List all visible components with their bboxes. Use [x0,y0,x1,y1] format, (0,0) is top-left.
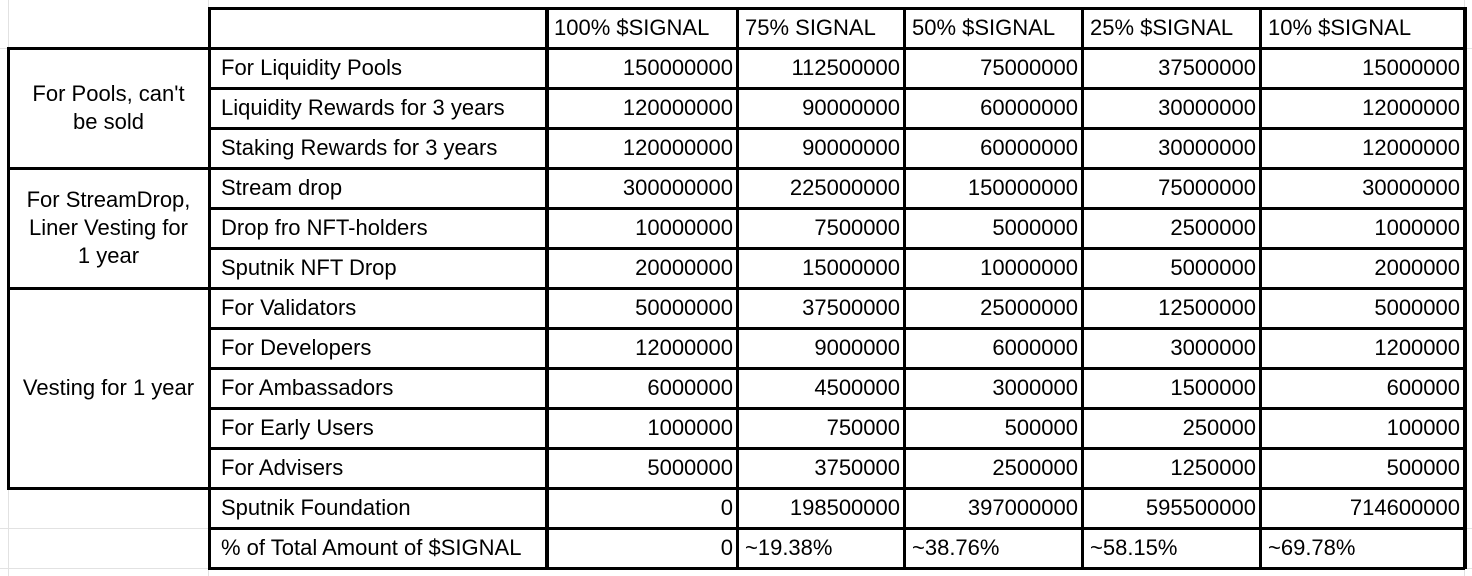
column-header[interactable]: 25% $SIGNAL [1090,15,1234,40]
row-label[interactable]: Sputnik Foundation [221,495,411,520]
value-cell[interactable]: 2000000 [1374,255,1460,280]
table-border [208,287,1465,290]
value-cell[interactable]: 100000 [1386,415,1460,440]
value-cell[interactable]: 150000000 [622,55,733,80]
table-border [208,167,1465,170]
value-cell[interactable]: 15000000 [802,255,900,280]
value-cell[interactable]: 5000000 [647,455,733,480]
row-label[interactable]: Liquidity Rewards for 3 years [221,95,505,120]
table-border [7,47,10,489]
value-cell[interactable]: 2500000 [992,455,1078,480]
value-cell[interactable]: 90000000 [802,95,900,120]
value-cell[interactable]: 12000000 [1362,135,1460,160]
group-label-line: For Pools, can't [32,81,185,106]
value-cell[interactable]: 150000000 [967,175,1078,200]
value-cell[interactable]: 75000000 [1158,175,1256,200]
table-border [208,127,1465,130]
value-cell[interactable]: 37500000 [1158,55,1256,80]
table-border [208,447,1465,450]
value-cell[interactable]: 5000000 [1374,295,1460,320]
table-border [7,167,210,170]
value-cell[interactable]: 12000000 [635,335,733,360]
value-cell[interactable]: 1000000 [647,415,733,440]
row-label[interactable]: Sputnik NFT Drop [221,255,397,280]
group-label[interactable] [8,288,209,488]
value-cell[interactable]: 6000000 [647,375,733,400]
row-label[interactable]: Stream drop [221,175,343,200]
value-cell[interactable]: 120000000 [622,95,733,120]
column-header[interactable]: 50% $SIGNAL [912,15,1056,40]
value-cell[interactable]: 120000000 [622,135,733,160]
value-cell[interactable]: 75000000 [980,55,1078,80]
table-border [736,7,739,569]
value-cell[interactable]: 4500000 [814,375,900,400]
value-cell[interactable]: 250000 [1182,415,1256,440]
value-cell[interactable]: 0 [720,495,733,520]
value-cell[interactable]: 5000000 [1170,255,1256,280]
table-border [208,207,1465,210]
column-header[interactable]: 100% $SIGNAL [554,15,710,40]
table-border [208,87,1465,90]
value-cell[interactable]: ~58.15% [1090,535,1178,560]
value-cell[interactable]: 12000000 [1362,95,1460,120]
value-cell[interactable]: 1500000 [1170,375,1256,400]
column-header[interactable]: 10% $SIGNAL [1268,15,1412,40]
group-label[interactable] [8,48,209,168]
value-cell[interactable]: 7500000 [814,215,900,240]
value-cell[interactable]: 30000000 [1362,175,1460,200]
row-label[interactable]: Drop fro NFT-holders [221,215,428,240]
table-border [208,407,1465,410]
value-cell[interactable]: 3000000 [992,375,1078,400]
value-cell[interactable]: 10000000 [980,255,1078,280]
value-cell[interactable]: 20000000 [635,255,733,280]
table-border [208,247,1465,250]
table-border [208,7,1465,10]
table-border [208,327,1465,330]
value-cell[interactable]: 30000000 [1158,95,1256,120]
value-cell[interactable]: 6000000 [992,335,1078,360]
value-cell[interactable]: 500000 [1386,455,1460,480]
value-cell[interactable]: 0 [720,535,733,560]
value-cell[interactable]: 2500000 [1170,215,1256,240]
group-label-line: 1 year [77,243,140,268]
value-cell[interactable]: 225000000 [789,175,900,200]
row-label[interactable]: Staking Rewards for 3 years [221,135,498,160]
row-label[interactable]: For Ambassadors [221,375,394,400]
value-cell[interactable]: 714600000 [1349,495,1460,520]
group-label[interactable] [8,168,209,288]
row-label[interactable]: For Validators [221,295,357,320]
row-label[interactable]: For Developers [221,335,372,360]
value-cell[interactable]: ~19.38% [745,535,833,560]
value-cell[interactable]: 90000000 [802,135,900,160]
value-cell[interactable]: 500000 [1004,415,1078,440]
value-cell[interactable]: 12500000 [1158,295,1256,320]
value-cell[interactable]: 60000000 [980,135,1078,160]
value-cell[interactable]: 15000000 [1362,55,1460,80]
value-cell[interactable]: 10000000 [635,215,733,240]
table-border [1081,7,1084,569]
row-label[interactable]: For Advisers [221,455,344,480]
row-label[interactable]: % of Total Amount of $SIGNAL [221,535,522,560]
table-border [208,367,1465,370]
group-label-line: be sold [73,109,144,134]
value-cell[interactable]: 600000 [1386,375,1460,400]
value-cell[interactable]: 60000000 [980,95,1078,120]
value-cell[interactable]: 3000000 [1170,335,1256,360]
table-border [7,47,210,50]
value-cell[interactable]: 37500000 [802,295,900,320]
value-cell[interactable]: 397000000 [967,495,1078,520]
table-border [1463,7,1467,569]
value-cell[interactable]: 3750000 [814,455,900,480]
value-cell[interactable]: 300000000 [622,175,733,200]
value-cell[interactable]: 750000 [826,415,900,440]
value-cell[interactable]: 30000000 [1158,135,1256,160]
value-cell[interactable]: ~38.76% [912,535,1000,560]
group-label-line: Vesting for 1 year [22,375,195,400]
row-label[interactable]: For Liquidity Pools [221,55,402,80]
group-label-line: Liner Vesting for [29,215,188,240]
table-border [7,487,210,490]
value-cell[interactable]: 1250000 [1170,455,1256,480]
table-border [208,47,1465,50]
column-header[interactable]: 75% SIGNAL [745,15,876,40]
group-label-line: For StreamDrop, [26,187,191,212]
table-border [208,487,1465,490]
table-border [903,7,906,569]
table-border [545,7,549,569]
row-label[interactable]: For Early Users [221,415,374,440]
table-border [208,567,1465,570]
value-cell[interactable]: 25000000 [980,295,1078,320]
table-border [208,527,1465,530]
value-cell[interactable]: ~69.78% [1268,535,1356,560]
value-cell[interactable]: 198500000 [789,495,900,520]
value-cell[interactable]: 1000000 [1374,215,1460,240]
value-cell[interactable]: 595500000 [1145,495,1256,520]
value-cell[interactable]: 9000000 [814,335,900,360]
value-cell[interactable]: 50000000 [635,295,733,320]
table-border [1259,7,1262,569]
value-cell[interactable]: 1200000 [1374,335,1460,360]
value-cell[interactable]: 112500000 [791,55,900,80]
table-border [7,287,210,290]
value-cell[interactable]: 5000000 [992,215,1078,240]
